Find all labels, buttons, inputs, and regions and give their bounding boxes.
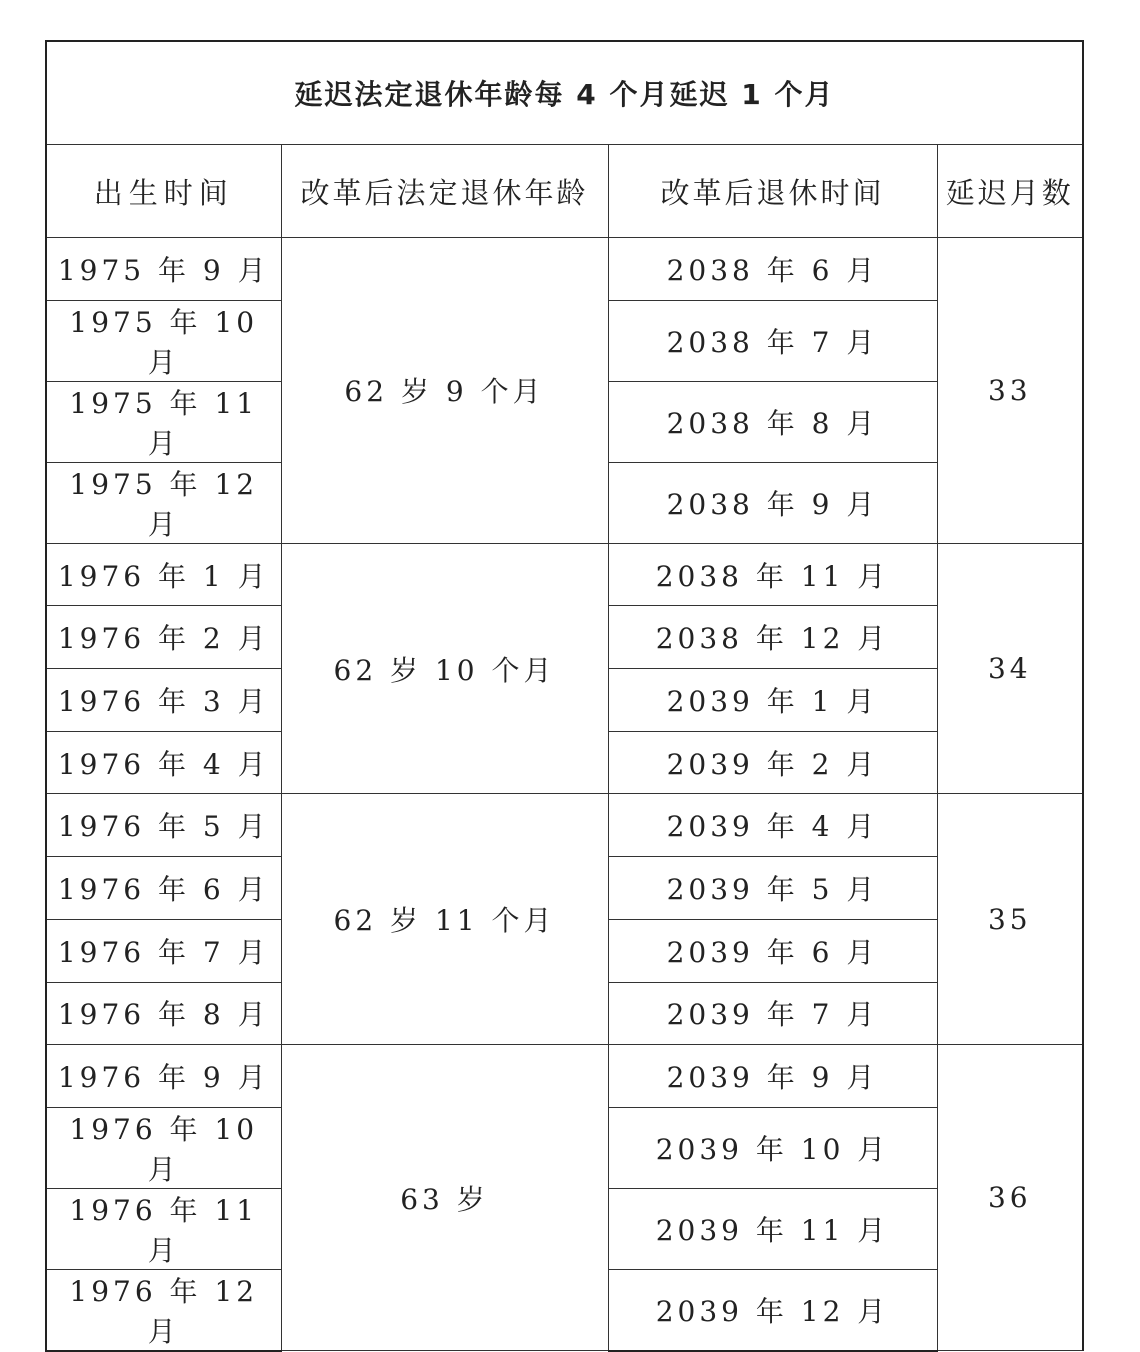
retirement-time-cell: 2038 年 9 月 (608, 462, 937, 543)
title-row (46, 41, 1083, 145)
retirement-time-cell: 2039 年 1 月 (608, 669, 937, 732)
header-retirement-time: 改革后退休时间 (608, 145, 937, 238)
birth-time-cell: 1975 年 11 月 (46, 381, 281, 462)
retirement-time-cell: 2038 年 7 月 (608, 300, 937, 381)
retirement-time-cell: 2038 年 12 月 (608, 606, 937, 669)
retirement-schedule-table (45, 40, 1084, 1352)
retirement-time-cell: 2039 年 7 月 (608, 982, 937, 1045)
header-delay-months: 延迟月数 (937, 145, 1083, 238)
retirement-time-cell: 2038 年 11 月 (608, 543, 937, 606)
birth-time-cell: 1976 年 9 月 (46, 1045, 281, 1108)
table-row (46, 794, 1083, 857)
retirement-age-cell: 63 岁 (281, 1045, 608, 1351)
retirement-time-cell: 2039 年 10 月 (608, 1107, 937, 1188)
header-birth-time: 出生时间 (46, 145, 281, 238)
table-body (46, 238, 1083, 1351)
birth-time-cell: 1976 年 6 月 (46, 857, 281, 920)
retirement-time-cell: 2039 年 12 月 (608, 1269, 937, 1351)
retirement-age-cell: 62 岁 11 个月 (281, 794, 608, 1045)
birth-time-cell: 1975 年 9 月 (46, 238, 281, 301)
delay-months-cell: 35 (937, 794, 1083, 1045)
birth-time-cell: 1976 年 11 月 (46, 1188, 281, 1269)
birth-time-cell: 1976 年 12 月 (46, 1269, 281, 1351)
retirement-time-cell: 2039 年 2 月 (608, 731, 937, 794)
table-row (46, 1045, 1083, 1108)
retirement-time-cell: 2039 年 6 月 (608, 919, 937, 982)
birth-time-cell: 1975 年 10 月 (46, 300, 281, 381)
header-retirement-age: 改革后法定退休年龄 (281, 145, 608, 238)
birth-time-cell: 1976 年 4 月 (46, 731, 281, 794)
retirement-time-cell: 2038 年 6 月 (608, 238, 937, 301)
retirement-time-cell: 2039 年 11 月 (608, 1188, 937, 1269)
birth-time-cell: 1976 年 1 月 (46, 543, 281, 606)
birth-time-cell: 1976 年 5 月 (46, 794, 281, 857)
table-row (46, 238, 1083, 301)
retirement-time-cell: 2039 年 5 月 (608, 857, 937, 920)
birth-time-cell: 1976 年 2 月 (46, 606, 281, 669)
table-row (46, 543, 1083, 606)
retirement-age-cell: 62 岁 9 个月 (281, 238, 608, 544)
birth-time-cell: 1975 年 12 月 (46, 462, 281, 543)
birth-time-cell: 1976 年 7 月 (46, 919, 281, 982)
delay-months-cell: 34 (937, 543, 1083, 794)
table-title: 延迟法定退休年龄每 4 个月延迟 1 个月 (46, 41, 1083, 145)
delay-months-cell: 36 (937, 1045, 1083, 1351)
retirement-age-cell: 62 岁 10 个月 (281, 543, 608, 794)
retirement-time-cell: 2038 年 8 月 (608, 381, 937, 462)
header-row (46, 145, 1083, 238)
birth-time-cell: 1976 年 3 月 (46, 669, 281, 732)
retirement-table-container (45, 40, 1082, 1352)
retirement-time-cell: 2039 年 4 月 (608, 794, 937, 857)
birth-time-cell: 1976 年 8 月 (46, 982, 281, 1045)
birth-time-cell: 1976 年 10 月 (46, 1107, 281, 1188)
delay-months-cell: 33 (937, 238, 1083, 544)
retirement-time-cell: 2039 年 9 月 (608, 1045, 937, 1108)
